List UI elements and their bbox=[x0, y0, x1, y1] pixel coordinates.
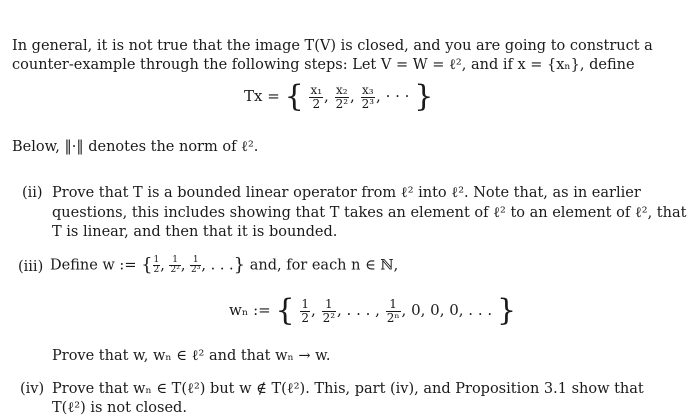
equation-wn: wₙ := { $\frac{1}{2}$ , $\frac{1}{\text{2²}}$ , . . . , $\frac{1}{\text{2ⁿ}}$ , 0, 0, 0, . . . } bbox=[229, 293, 517, 328]
part-iii-define: Define w := { $\frac{1}{2}$ , $\frac{1}{\text{2²}}$ , $\frac{1}{\text{2³}}$ , . . .} and, for each n ∈ ℕ, bbox=[50, 254, 399, 276]
eq1-frac-1: $\frac{\text{x₁}}{2}$ bbox=[310, 82, 323, 111]
eq1-frac-2: $\frac{\text{x₂}}{\text{2²}}$ bbox=[335, 82, 349, 111]
eq1-tail: , · · · bbox=[376, 87, 410, 105]
eq1-frac-3: $\frac{\text{x₃}}{\text{2³}}$ bbox=[361, 82, 375, 111]
part-iv-line-1: Prove that wₙ ∈ T(ℓ²) but w ∉ T(ℓ²). This, part (iv), and Proposition 3.1 show that bbox=[52, 381, 644, 397]
intro-line-1: In general, it is not true that the image T(V) is closed, and you are going to construct a bbox=[12, 38, 653, 54]
part-ii-line-1: Prove that T is a bounded linear operator from ℓ² into ℓ². Note that, as in earlier bbox=[52, 185, 641, 201]
part-ii-line-3: T is linear, and then that it is bounded. bbox=[52, 224, 338, 240]
part-ii-line-2: questions, this includes showing that T takes an element of ℓ² to an element of ℓ², that bbox=[52, 205, 687, 221]
part-ii-label: (ii) bbox=[22, 185, 43, 201]
norm-note: Below, ‖·‖ denotes the norm of ℓ². bbox=[12, 139, 259, 155]
brace-close: } bbox=[414, 79, 434, 114]
part-iv-line-2: T(ℓ²) is not closed. bbox=[52, 400, 187, 416]
intro-line-2: counter-example through the following steps: Let V = W = ℓ², and if x = {xₙ}, define bbox=[12, 57, 635, 73]
equation-Tx: Tx = { $\frac{\text{x₁}}{2}$ , $\frac{\text{x₂}}{\text{2²}}$ , $\frac{\text{x₃}}{\text{2³}}$ , · · · } bbox=[244, 79, 434, 114]
part-iii-prove: Prove that w, wₙ ∈ ℓ² and that wₙ → w. bbox=[52, 348, 331, 364]
eq1-lhs: Tx = bbox=[244, 87, 280, 105]
brace-open: { bbox=[284, 79, 304, 114]
part-iii-label: (iii) bbox=[18, 259, 44, 275]
part-iv-label: (iv) bbox=[20, 381, 45, 397]
